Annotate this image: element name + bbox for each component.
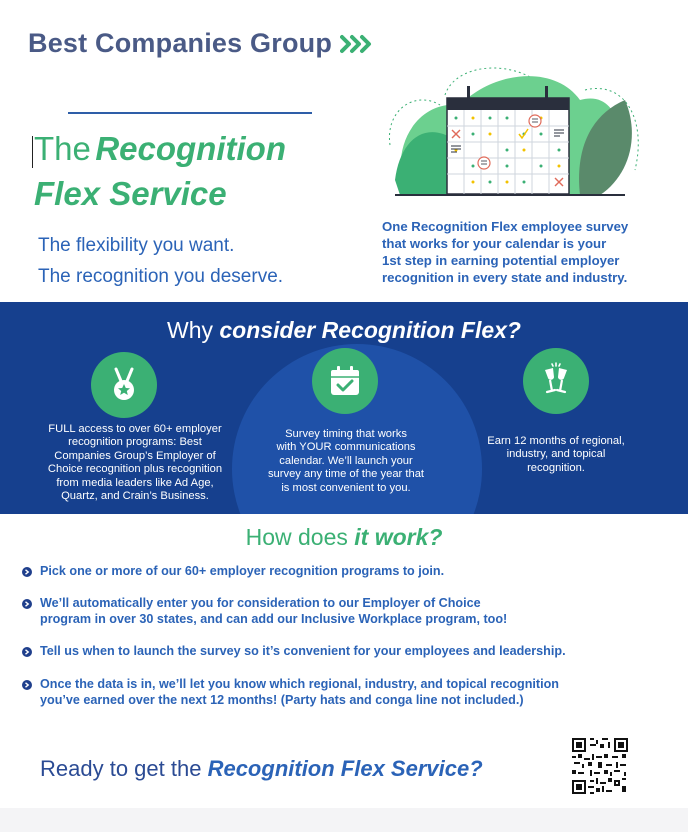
brand-name: Best Companies Group: [28, 28, 333, 58]
feature-3-line: recognition.: [527, 461, 585, 474]
why-title-em: consider Recognition Flex?: [219, 317, 521, 343]
hero-title-em-1: Recognition: [95, 130, 286, 167]
why-title-plain: Why: [167, 317, 213, 343]
chevron-right-icon: [22, 647, 32, 657]
intro-line-4: recognition in every state and industry.: [382, 270, 628, 285]
feature-2-line: with YOUR communications: [276, 441, 416, 454]
call-to-action: [40, 756, 483, 782]
why-section: [0, 302, 688, 514]
intro-text: [382, 218, 667, 286]
cta-plain: Ready to get the: [40, 756, 202, 781]
why-title: [0, 317, 688, 344]
step-item: [22, 596, 507, 627]
step-2-line: We’ll automatically enter you for consideration to our Employer of Choice: [40, 596, 481, 610]
chevron-right-icon: [22, 599, 32, 609]
how-title: [0, 524, 688, 551]
brand-logo: [28, 28, 374, 59]
step-4-line: Once the data is in, we’ll let you know which regional, industry, and topical recognition: [40, 677, 559, 691]
feature-2-line: is most convenient to you.: [281, 481, 411, 494]
step-1-line: Pick one or more of our 60+ employer recognition programs to join.: [40, 564, 445, 578]
intro-line-2: that works for your calendar is your: [382, 236, 607, 251]
how-title-plain: How does: [245, 524, 348, 550]
step-item: [22, 644, 566, 660]
feature-text-1: [30, 423, 240, 503]
hero-title: [34, 130, 286, 220]
toast-glasses-icon: [523, 348, 589, 414]
qr-code-icon[interactable]: [572, 738, 628, 794]
cta-em: Recognition Flex Service?: [207, 756, 483, 781]
tagline-line-2: The recognition you deserve.: [38, 266, 284, 287]
step-3-line: Tell us when to launch the survey so it’s convenient for your employees and leadership.: [40, 644, 566, 658]
feature-text-3: [466, 435, 646, 475]
feature-2-line: Survey timing that works: [285, 428, 407, 440]
footer-strip: [0, 808, 688, 832]
step-item: [22, 677, 559, 708]
feature-3-line: Earn 12 months of regional,: [487, 435, 625, 447]
calendar-check-icon: [312, 348, 378, 414]
hero-title-em-2: Flex Service: [34, 175, 227, 212]
step-4-line: you’ve earned over the next 12 months! (Party hats and conga line not included.): [40, 692, 524, 707]
calendar-illustration: [385, 60, 655, 210]
feature-1-line: Companies Group’s Employer of: [54, 449, 216, 462]
intro-line-3: 1st step in earning potential employer: [382, 253, 620, 268]
feature-text-2: [246, 428, 446, 495]
tagline-line-1: The flexibility you want.: [38, 235, 235, 256]
triple-chevron-icon: [340, 34, 374, 54]
feature-2-line: survey any time of the year that: [267, 468, 425, 481]
title-divider: [68, 112, 312, 114]
hero-title-plain: The: [34, 130, 91, 167]
step-2-line: program in over 30 states, and can add our Inclusive Workplace program, too!: [40, 611, 508, 626]
feature-1-line: Choice recognition plus recognition: [47, 463, 223, 476]
tagline: [38, 230, 283, 292]
feature-2-line: calendar. We’ll launch your: [279, 454, 413, 467]
chevron-right-icon: [22, 567, 32, 577]
feature-1-line: FULL access to over 60+ employer: [48, 423, 222, 435]
how-title-em: it work?: [354, 524, 443, 550]
intro-line-1: One Recognition Flex employee survey: [382, 219, 629, 234]
feature-1-line: from media leaders like Ad Age,: [56, 476, 214, 489]
feature-1-line: Quartz, and Crain’s Business.: [61, 490, 209, 503]
text-cursor: [32, 136, 33, 168]
feature-3-line: industry, and topical: [506, 448, 606, 461]
medal-icon: [91, 352, 157, 418]
step-item: [22, 564, 444, 580]
feature-1-line: recognition programs: Best: [68, 436, 202, 449]
chevron-right-icon: [22, 680, 32, 690]
